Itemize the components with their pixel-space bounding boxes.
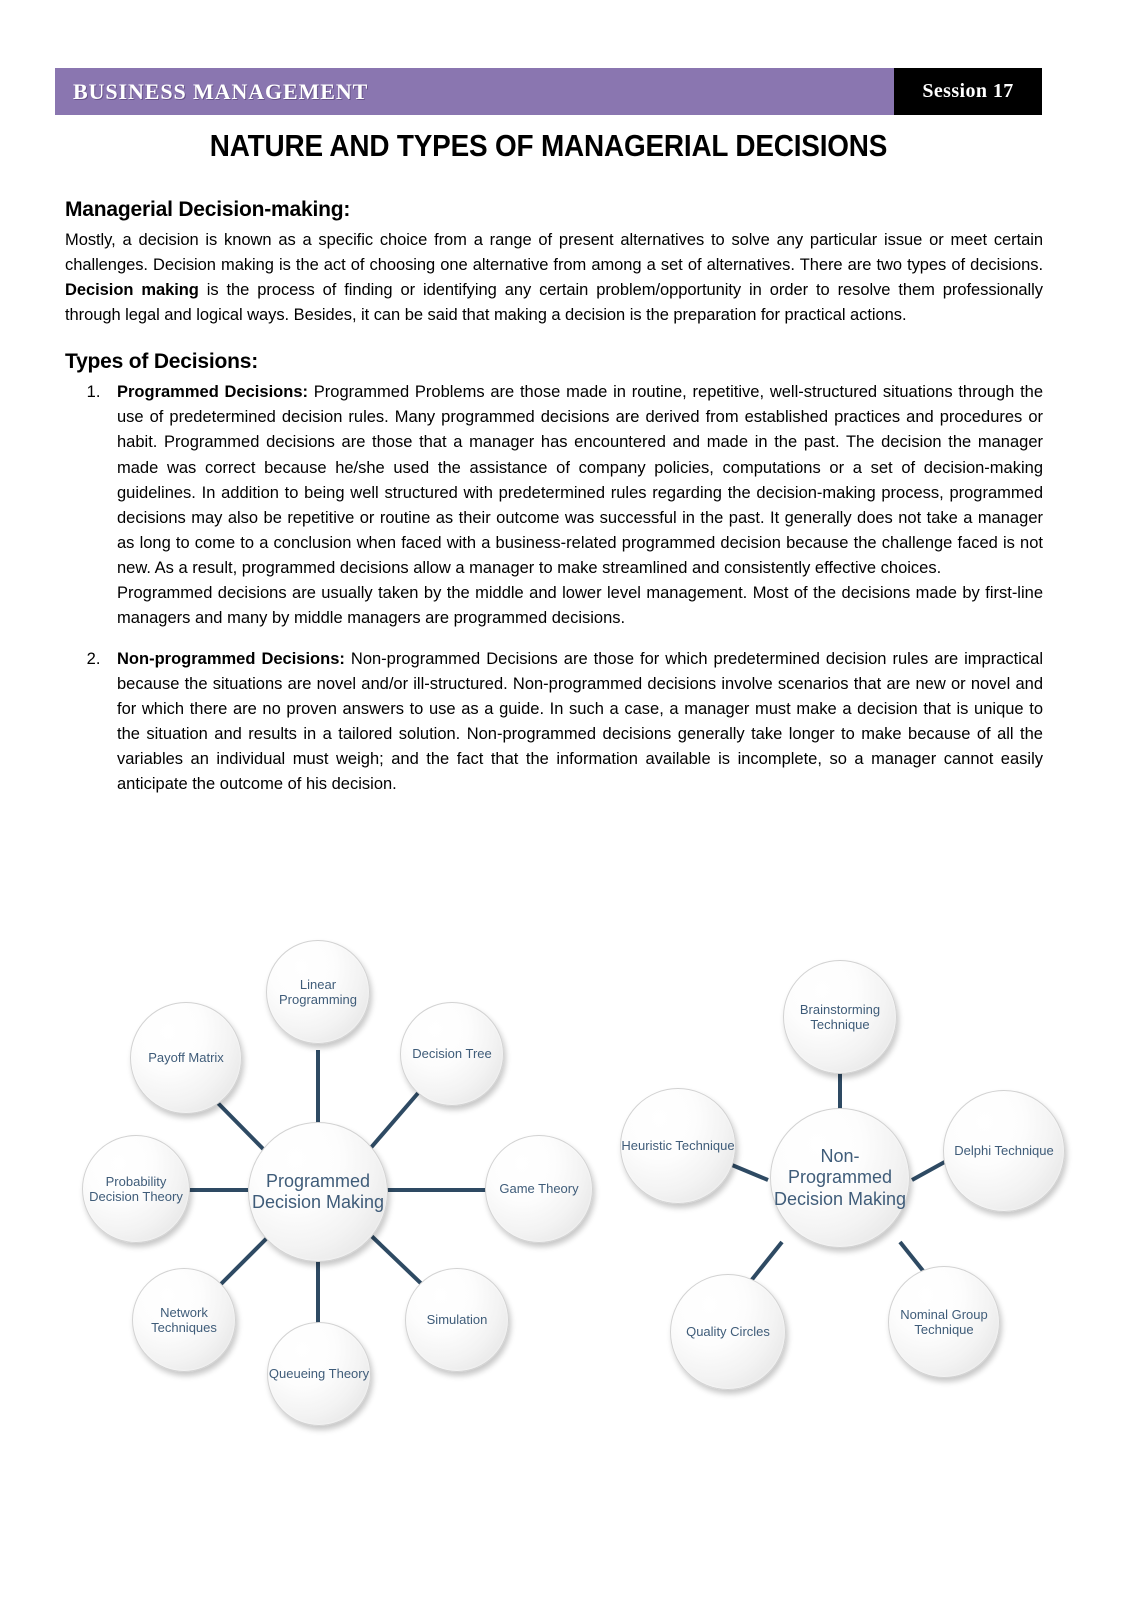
decision-item-0-text2: Programmed decisions are usually taken by the middle and lower level management. Most of the decisions made by first-line managers and many by middle managers are programmed decisions. (117, 583, 1043, 628)
diagram-non-programmed-decision-making (600, 930, 1120, 1450)
node-linear-programming[interactable] (266, 940, 370, 1044)
paragraph-managerial-part2: is the process of finding or identifying any certain problem/opportunity in order to resolve them professionally through legal and logical ways. Besides, it can be said that making a decision is the preparation for practical actions. (65, 281, 1043, 325)
session-badge (894, 68, 1042, 115)
node-label: Decision Tree (412, 1046, 492, 1062)
diagrams-container (0, 930, 1130, 1450)
list-item (105, 647, 1043, 797)
paragraph-managerial-bold: Decision making (65, 281, 199, 300)
section-heading-types: Types of Decisions: (65, 350, 259, 374)
node-label: Heuristic Technique (621, 1138, 735, 1154)
node-nominal-group-technique[interactable] (888, 1266, 1000, 1378)
node-label: Queueing Theory (268, 1366, 370, 1382)
node-label: Network Techniques (151, 1304, 217, 1335)
node-label: Linear Programming (278, 976, 358, 1007)
paragraph-managerial-part1: Mostly, a decision is known as a specific choice from a range of present alternatives to solve any particular issue or meet certain challenges. Decision making is the act of choosing one alternative from among a set of alternatives. There are two types of decisions. (65, 231, 1043, 275)
page-title: NATURE AND TYPES OF MANAGERIAL DECISIONS (209, 128, 888, 163)
node-simulation[interactable] (405, 1268, 509, 1372)
node-label: Probability Decision Theory (89, 1173, 183, 1204)
node-label: Brainstorming Technique (799, 1001, 881, 1032)
node-payoff-matrix[interactable] (130, 1002, 242, 1114)
node-queueing-theory[interactable] (267, 1322, 371, 1426)
node-quality-circles[interactable] (670, 1274, 786, 1390)
course-title: BUSINESS MANAGEMENT (73, 78, 369, 104)
node-label: Simulation (426, 1312, 488, 1328)
node-label: Game Theory (499, 1181, 579, 1197)
session-label: Session 17 (922, 80, 1014, 102)
node-probability-decision-theory[interactable] (82, 1135, 190, 1243)
paragraph-managerial (65, 228, 1043, 328)
node-heuristic-technique[interactable] (620, 1088, 736, 1204)
node-label: Quality Circles (686, 1324, 770, 1340)
decision-item-1-label: Non-programmed Decisions: (117, 650, 345, 669)
node-label: Nominal Group Technique (900, 1306, 988, 1337)
node-non-programmed-decision-making[interactable] (770, 1108, 910, 1248)
node-delphi-technique[interactable] (943, 1090, 1065, 1212)
decision-types-list (65, 380, 1043, 797)
document-body (65, 198, 1043, 814)
decision-item-1 (117, 647, 1043, 797)
decision-item-0 (117, 380, 1043, 581)
node-brainstorming-technique[interactable] (783, 960, 897, 1074)
node-label: Non-Programmed Decision Making (773, 1146, 907, 1209)
node-decision-tree[interactable] (400, 1002, 504, 1106)
page-header-bar (55, 68, 1042, 115)
decision-item-0-label: Programmed Decisions: (117, 383, 308, 402)
list-item (105, 380, 1043, 631)
node-label: Programmed Decision Making (251, 1170, 385, 1212)
decision-item-1-text: Non-programmed Decisions are those for which predetermined decision rules are impractical because the situations are novel and/or ill-structured. Non-programmed decisions involve scenarios that are new or novel and for which there are no proven answers to use as a guide. In such a case, a manager must make a decision that is unique to the situation and results in a tailored solution. Non-programmed decisions generally take longer to make because of all the variables an individual must weigh; and the fact that the information available is incomplete, so a manager cannot easily anticipate the outcome of his decision. (117, 650, 1043, 794)
node-label: Delphi Technique (954, 1143, 1054, 1159)
decision-item-0-text: Programmed Problems are those made in routine, repetitive, well-structured situations through the use of predetermined decision rules. Many programmed decisions are derived from established practices and procedures or habit. Programmed decisions are those that a manager has encountered and made in the past. The decision the manager made was correct because he/she used the assistance of company policies, computations or a set of decision-making guidelines. In addition to being well structured with predetermined rules regarding the decision-making process, programmed decisions may also be repetitive or routine as their outcome was successful in the past. It generally does not take a manager as long to come to a conclusion when faced with a business-related programmed decision because the challenge faced is not new. As a result, programmed decisions allow a manager to make streamlined and consistently effective choices. (117, 383, 1044, 577)
node-game-theory[interactable] (485, 1135, 593, 1243)
diagram-programmed-decision-making (60, 930, 600, 1450)
node-network-techniques[interactable] (132, 1268, 236, 1372)
section-heading-managerial: Managerial Decision-making: (65, 198, 351, 221)
course-title-banner (55, 68, 894, 115)
node-label: Payoff Matrix (148, 1050, 224, 1066)
node-programmed-decision-making[interactable] (248, 1122, 388, 1262)
